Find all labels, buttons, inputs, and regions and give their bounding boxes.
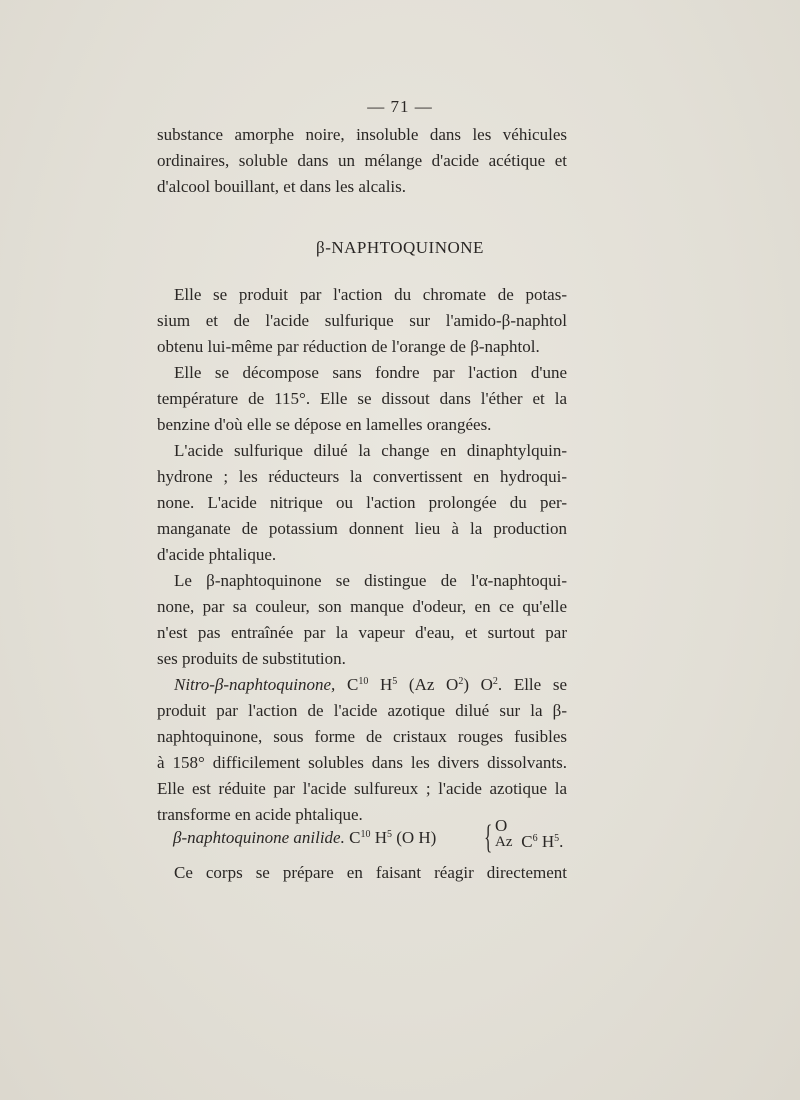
text-line: obtenu lui-même par réduction de l'orange de β-naphtol. — [157, 337, 540, 356]
text-line: none, par sa couleur, son manque d'odeur, en ce qu'elle — [157, 597, 567, 616]
text-line: hydrone ; les réducteurs la convertissent en hydroqui- — [157, 467, 567, 486]
text-line: transforme en acide phtalique. — [157, 805, 363, 824]
text-line: n'est pas entraînée par la vapeur d'eau, et surtout par — [157, 623, 567, 642]
text-line: benzine d'où elle se dépose en lamelles orangées. — [157, 415, 492, 434]
text-line: Elle se produit par l'action du chromate de potas- — [174, 285, 567, 304]
formula-brace: { — [484, 819, 493, 856]
text-line: sium et de l'acide sulfurique sur l'amido-β-naphtol — [157, 311, 567, 330]
body-text-end — [157, 860, 567, 886]
body-text — [157, 282, 567, 828]
text-line: d'alcool bouillant, et dans les alcalis. — [157, 177, 407, 196]
compound-name: Nitro-β-naphtoquinone, — [174, 675, 336, 694]
text-line: Elle se décompose sans fondre par l'action d'une — [174, 363, 567, 382]
top-paragraph — [157, 122, 567, 200]
text-line: Ce corps se prépare en faisant réagir directement — [174, 863, 567, 882]
text-line: à 158° difficilement solubles dans les divers dissolvants. — [157, 753, 567, 772]
text-line: Le β-naphtoquinone se distingue de l'α-naphtoqui- — [174, 571, 567, 590]
text-line: naphtoquinone, sous forme de cristaux rouges fusibles — [157, 727, 567, 746]
text-line: manganate de potassium donnent lieu à la production — [157, 519, 567, 538]
text-line: Elle est réduite par l'acide sulfureux ; l'acide azotique la — [157, 779, 567, 798]
text-line: ses produits de substitution. — [157, 649, 346, 668]
chemical-formula: β-naphtoquinone anilide. $C^{10}$ $H^5$ (O H) { O Az $C^6$ $H^5$. — [173, 816, 564, 856]
text-line: température de 115°. Elle se dissout dans l'éther et la — [157, 389, 567, 408]
text-line: Nitro-β-naphtoquinone, $C^{10}$ $H^5$ (Az $O^2$) $O^2$. Elle se — [174, 675, 568, 694]
section-heading: β-NAPHTOQUINONE — [316, 238, 484, 257]
text-line: substance amorphe noire, insoluble dans les véhicules — [157, 125, 567, 144]
text-line: d'acide phtalique. — [157, 545, 277, 564]
text-line: produit par l'action de l'acide azotique dilué sur la β- — [157, 701, 567, 720]
compound-name: β-naphtoquinone anilide. — [173, 828, 345, 847]
page-number: — 71 — — [367, 97, 433, 116]
text-line: ordinaires, soluble dans un mélange d'acide acétique et — [157, 151, 567, 170]
text-line: L'acide sulfurique dilué la change en dinaphtylquin- — [174, 441, 567, 460]
text-line: none. L'acide nitrique ou l'action prolongée du per- — [157, 493, 567, 512]
